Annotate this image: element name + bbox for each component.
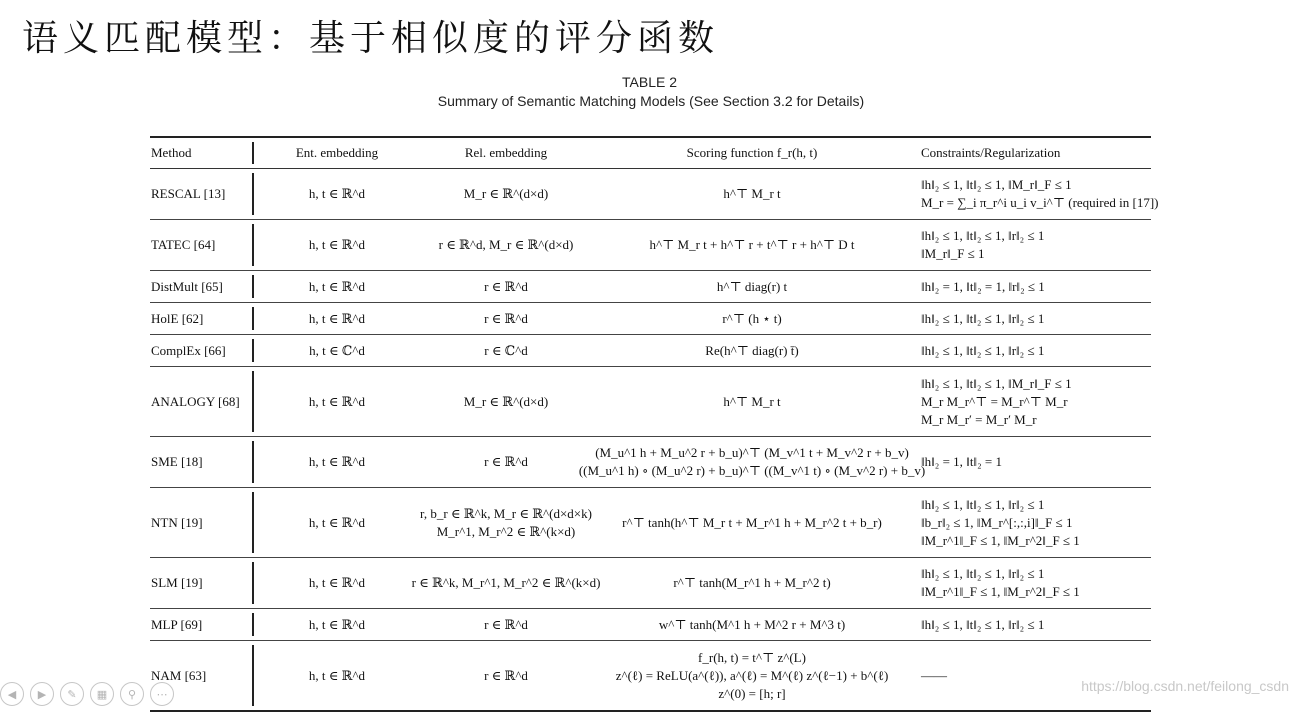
rel-embedding-cell <box>411 558 601 608</box>
constraints-cell-line: —— <box>921 667 947 683</box>
constraints-cell-line: M_r = ∑_i π_r^i u_i v_i^⊤ (required in [17]) <box>921 195 1159 210</box>
method-cell: NAM [63] <box>151 667 207 683</box>
scoring-function-cell-line: z^(ℓ) = ReLU(a^(ℓ)), a^(ℓ) = M^(ℓ) z^(ℓ−1) + b^(ℓ) <box>615 667 889 683</box>
constraints-cell <box>921 641 1153 710</box>
constraints-cell-line: ‖h‖₂ = 1, ‖t‖₂ = 1 <box>921 454 1002 469</box>
method-cell: ComplEx [66] <box>151 342 226 358</box>
scoring-function-cell <box>591 303 913 334</box>
constraints-cell-lines <box>921 176 1159 212</box>
scoring-function-cell <box>591 609 913 640</box>
constraints-cell-line: ‖h‖₂ ≤ 1, ‖t‖₂ ≤ 1, ‖M_r‖_F ≤ 1 <box>921 375 1072 391</box>
table-row <box>150 303 1151 335</box>
method-cell: SME [18] <box>151 454 203 469</box>
scoring-function-cell-lines <box>705 342 798 360</box>
scoring-function-cell-lines <box>659 616 845 634</box>
constraints-cell-line: M_r M_r′ = M_r′ M_r <box>921 411 1037 427</box>
scoring-function-cell-line: ((M_u^1 h) ∘ (M_u^2 r) + b_u)^⊤ ((M_v^1 t) ∘ (M_v^2 r) + b_v) <box>578 463 926 478</box>
table-row <box>150 220 1151 271</box>
constraints-cell-line: ‖h‖₂ ≤ 1, ‖t‖₂ ≤ 1, ‖r‖₂ ≤ 1 <box>921 616 1045 632</box>
method-cell: DistMult [65] <box>151 278 223 294</box>
rel-embedding-cell-lines <box>412 574 601 592</box>
rel-embedding-cell-lines <box>464 393 548 411</box>
table-header-row <box>150 138 1151 169</box>
ent-embedding-cell: h, t ∈ ℝ^d <box>308 310 366 326</box>
slide-title: 语义匹配模型：基于相似度的评分函数 <box>22 18 720 59</box>
constraints-cell <box>921 609 1153 640</box>
scoring-function-cell <box>591 558 913 608</box>
table-row <box>150 558 1151 609</box>
play-icon[interactable]: ▶ <box>30 682 54 706</box>
slide-toolbar <box>0 682 174 706</box>
constraints-cell-line: ‖h‖₂ ≤ 1, ‖t‖₂ ≤ 1, ‖M_r‖_F ≤ 1 <box>921 177 1072 192</box>
rel-embedding-cell-line: M_r^1, M_r^2 ∈ ℝ^(k×d) <box>436 523 576 539</box>
scoring-function-cell-line: (M_u^1 h + M_u^2 r + b_u)^⊤ (M_v^1 t + M_v^2 r + b_v) <box>595 445 909 460</box>
scoring-function-cell-lines <box>717 278 787 296</box>
scoring-function-cell-lines <box>673 574 830 592</box>
rel-embedding-cell-line: r ∈ ℝ^k, M_r^1, M_r^2 ∈ ℝ^(k×d) <box>411 575 601 590</box>
table-row <box>150 641 1151 710</box>
method-cell: RESCAL [13] <box>151 186 226 201</box>
rel-embedding-cell-lines <box>420 505 592 541</box>
table-caption-text: Summary of Semantic Matching Models (See Section 3.2 for Details) <box>437 93 865 109</box>
scoring-function-cell-lines <box>649 236 854 254</box>
constraints-cell-lines <box>921 342 1044 360</box>
constraints-cell <box>921 488 1153 557</box>
table-row <box>150 169 1159 220</box>
constraints-cell-line: ‖M_r^1‖_F ≤ 1, ‖M_r^2‖_F ≤ 1 <box>921 532 1080 548</box>
constraints-cell <box>921 303 1153 334</box>
ent-embedding-cell: h, t ∈ ℝ^d <box>308 454 366 469</box>
table-row <box>150 437 1151 488</box>
header-rel-embedding: Rel. embedding <box>464 145 548 160</box>
ent-embedding-cell: h, t ∈ ℝ^d <box>308 186 366 201</box>
rel-embedding-cell-lines <box>484 453 528 471</box>
scoring-function-cell-lines <box>723 393 780 411</box>
rel-embedding-cell-line: M_r ∈ ℝ^(d×d) <box>463 393 549 409</box>
watermark: https://blog.csdn.net/feilong_csdn <box>1081 678 1289 694</box>
table-row <box>150 367 1151 437</box>
method-cell: NTN [19] <box>151 514 203 530</box>
rel-embedding-cell-line: r ∈ ℝ^d, M_r ∈ ℝ^(d×d) <box>438 237 574 252</box>
constraints-cell <box>921 558 1153 608</box>
rel-embedding-cell <box>421 609 591 640</box>
rel-embedding-cell <box>421 169 591 219</box>
scoring-function-cell-lines <box>723 185 780 203</box>
constraints-cell <box>921 367 1153 436</box>
constraints-cell-lines <box>921 453 1002 471</box>
method-cell: SLM [19] <box>151 575 203 590</box>
rel-embedding-cell <box>421 437 591 487</box>
rel-embedding-cell-lines <box>439 236 574 254</box>
ent-embedding-cell: h, t ∈ ℝ^d <box>308 278 366 294</box>
pen-icon[interactable]: ✎ <box>60 682 84 706</box>
rel-embedding-cell-line: r ∈ ℝ^d <box>484 616 528 632</box>
rel-embedding-cell <box>421 303 591 334</box>
scoring-function-cell <box>591 488 913 557</box>
constraints-cell-lines <box>921 375 1072 429</box>
constraints-cell-line: ‖h‖₂ ≤ 1, ‖t‖₂ ≤ 1, ‖r‖₂ ≤ 1 <box>921 342 1045 358</box>
constraints-cell-lines <box>921 310 1044 328</box>
scoring-function-cell-line: w^⊤ tanh(M^1 h + M^2 r + M^3 t) <box>658 616 846 632</box>
table-row <box>150 335 1151 367</box>
scoring-function-cell-line: r^⊤ tanh(M_r^1 h + M_r^2 t) <box>673 575 831 590</box>
rel-embedding-cell <box>421 335 591 366</box>
rel-embedding-cell-line: r ∈ ℝ^d <box>484 454 528 469</box>
header-constraints: Constraints/Regularization <box>921 145 1061 160</box>
zoom-icon[interactable]: ⚲ <box>120 682 144 706</box>
ent-embedding-cell: h, t ∈ ℝ^d <box>308 393 366 409</box>
constraints-cell-lines <box>921 565 1080 601</box>
rel-embedding-cell <box>421 488 591 557</box>
constraints-cell-line: ‖h‖₂ ≤ 1, ‖t‖₂ ≤ 1, ‖r‖₂ ≤ 1 <box>921 496 1045 512</box>
rel-embedding-cell-line: r, b_r ∈ ℝ^k, M_r ∈ ℝ^(d×d×k) <box>420 505 592 521</box>
constraints-cell <box>921 437 1153 487</box>
scoring-function-cell <box>591 335 913 366</box>
header-method: Method <box>151 145 192 160</box>
rel-embedding-cell-line: r ∈ ℝ^d <box>484 667 528 683</box>
scoring-function-cell <box>591 641 913 710</box>
scoring-function-cell <box>591 271 913 302</box>
scoring-function-cell-lines <box>622 514 882 532</box>
more-icon[interactable]: ⋯ <box>150 682 174 706</box>
rel-embedding-cell-line: r ∈ ℂ^d <box>484 342 528 358</box>
constraints-cell-line: ‖b_r‖₂ ≤ 1, ‖M_r^[:,:,i]‖_F ≤ 1 <box>921 514 1073 530</box>
ent-embedding-cell: h, t ∈ ℝ^d <box>308 616 366 632</box>
scoring-function-cell-line: Re(h^⊤ diag(r) t̄) <box>705 342 799 358</box>
constraints-cell-line: ‖M_r^1‖_F ≤ 1, ‖M_r^2‖_F ≤ 1 <box>921 584 1080 599</box>
constraints-cell-line: M_r M_r^⊤ = M_r^⊤ M_r <box>921 393 1068 409</box>
rel-embedding-cell-lines <box>464 185 548 203</box>
ent-embedding-cell: h, t ∈ ℝ^d <box>308 237 366 252</box>
table-row <box>150 488 1151 558</box>
rel-embedding-cell-line: r ∈ ℝ^d <box>484 310 528 326</box>
table-caption-label: TABLE 2 <box>622 74 677 90</box>
scoring-function-cell-line: h^⊤ M_r t <box>723 393 781 409</box>
scoring-function-cell <box>578 437 926 487</box>
method-cell: HolE [62] <box>151 310 204 326</box>
constraints-cell-line: ‖M_r‖_F ≤ 1 <box>921 246 985 261</box>
scoring-function-cell-lines <box>616 649 889 703</box>
rel-embedding-cell-lines <box>484 278 528 296</box>
ent-embedding-cell: h, t ∈ ℝ^d <box>308 575 366 590</box>
rel-embedding-cell-lines <box>484 342 527 360</box>
constraints-cell-lines <box>921 496 1080 550</box>
constraints-cell <box>921 220 1153 270</box>
constraints-cell <box>921 271 1153 302</box>
rel-embedding-cell <box>421 367 591 436</box>
scoring-function-cell-lines <box>579 444 925 480</box>
rel-embedding-cell-line: M_r ∈ ℝ^(d×d) <box>463 186 549 201</box>
semantic-matching-table <box>150 136 1159 712</box>
rel-embedding-cell-line: r ∈ ℝ^d <box>484 278 528 294</box>
rel-embedding-cell <box>421 271 591 302</box>
scoring-function-cell-line: h^⊤ M_r t + h^⊤ r + t^⊤ r + h^⊤ D t <box>649 237 855 252</box>
constraints-cell-lines <box>921 278 1045 296</box>
constraints-cell-line: ‖h‖₂ = 1, ‖t‖₂ = 1, ‖r‖₂ ≤ 1 <box>921 278 1045 294</box>
scoring-function-cell <box>591 367 913 436</box>
rel-embedding-cell <box>421 220 591 270</box>
rel-embedding-cell-lines <box>484 616 528 634</box>
scoring-function-cell <box>591 169 913 219</box>
scoring-function-cell-line: r^⊤ tanh(h^⊤ M_r t + M_r^1 h + M_r^2 t + b_r) <box>622 514 882 530</box>
method-cell: ANALOGY [68] <box>151 393 240 409</box>
constraints-cell-lines <box>921 667 947 685</box>
constraints-cell-line: ‖h‖₂ ≤ 1, ‖t‖₂ ≤ 1, ‖r‖₂ ≤ 1 <box>921 566 1045 581</box>
prev-slide-icon[interactable]: ◀ <box>0 682 24 706</box>
constraints-cell-line: ‖h‖₂ ≤ 1, ‖t‖₂ ≤ 1, ‖r‖₂ ≤ 1 <box>921 228 1045 243</box>
scoring-function-cell-line: f_r(h, t) = t^⊤ z^(L) <box>698 649 806 665</box>
ent-embedding-cell: h, t ∈ ℂ^d <box>309 342 365 358</box>
constraints-cell-lines <box>921 616 1044 634</box>
table-body <box>150 169 1159 710</box>
table-row <box>150 271 1151 303</box>
constraints-cell <box>921 169 1159 219</box>
grid-icon[interactable]: ▦ <box>90 682 114 706</box>
method-cell: MLP [69] <box>151 616 203 632</box>
rel-embedding-cell <box>421 641 591 710</box>
scoring-function-cell-line: z^(0) = [h; r] <box>718 685 786 701</box>
rel-embedding-cell-lines <box>484 310 528 328</box>
constraints-cell-lines <box>921 227 1044 263</box>
table-row <box>150 609 1151 641</box>
ent-embedding-cell: h, t ∈ ℝ^d <box>308 667 366 683</box>
constraints-cell-line: ‖h‖₂ ≤ 1, ‖t‖₂ ≤ 1, ‖r‖₂ ≤ 1 <box>921 310 1045 326</box>
ent-embedding-cell: h, t ∈ ℝ^d <box>308 514 366 530</box>
scoring-function-cell <box>591 220 913 270</box>
scoring-function-cell-line: h^⊤ diag(r) t <box>716 278 788 294</box>
scoring-function-cell-line: h^⊤ M_r t <box>723 186 781 201</box>
header-ent-embedding: Ent. embedding <box>295 145 379 160</box>
header-scoring-function: Scoring function f_r(h, t) <box>686 145 818 160</box>
scoring-function-cell-line: r^⊤ (h ⋆ t) <box>722 310 782 326</box>
scoring-function-cell-lines <box>722 310 781 328</box>
method-cell: TATEC [64] <box>151 237 216 252</box>
constraints-cell <box>921 335 1153 366</box>
rel-embedding-cell-lines <box>484 667 528 685</box>
